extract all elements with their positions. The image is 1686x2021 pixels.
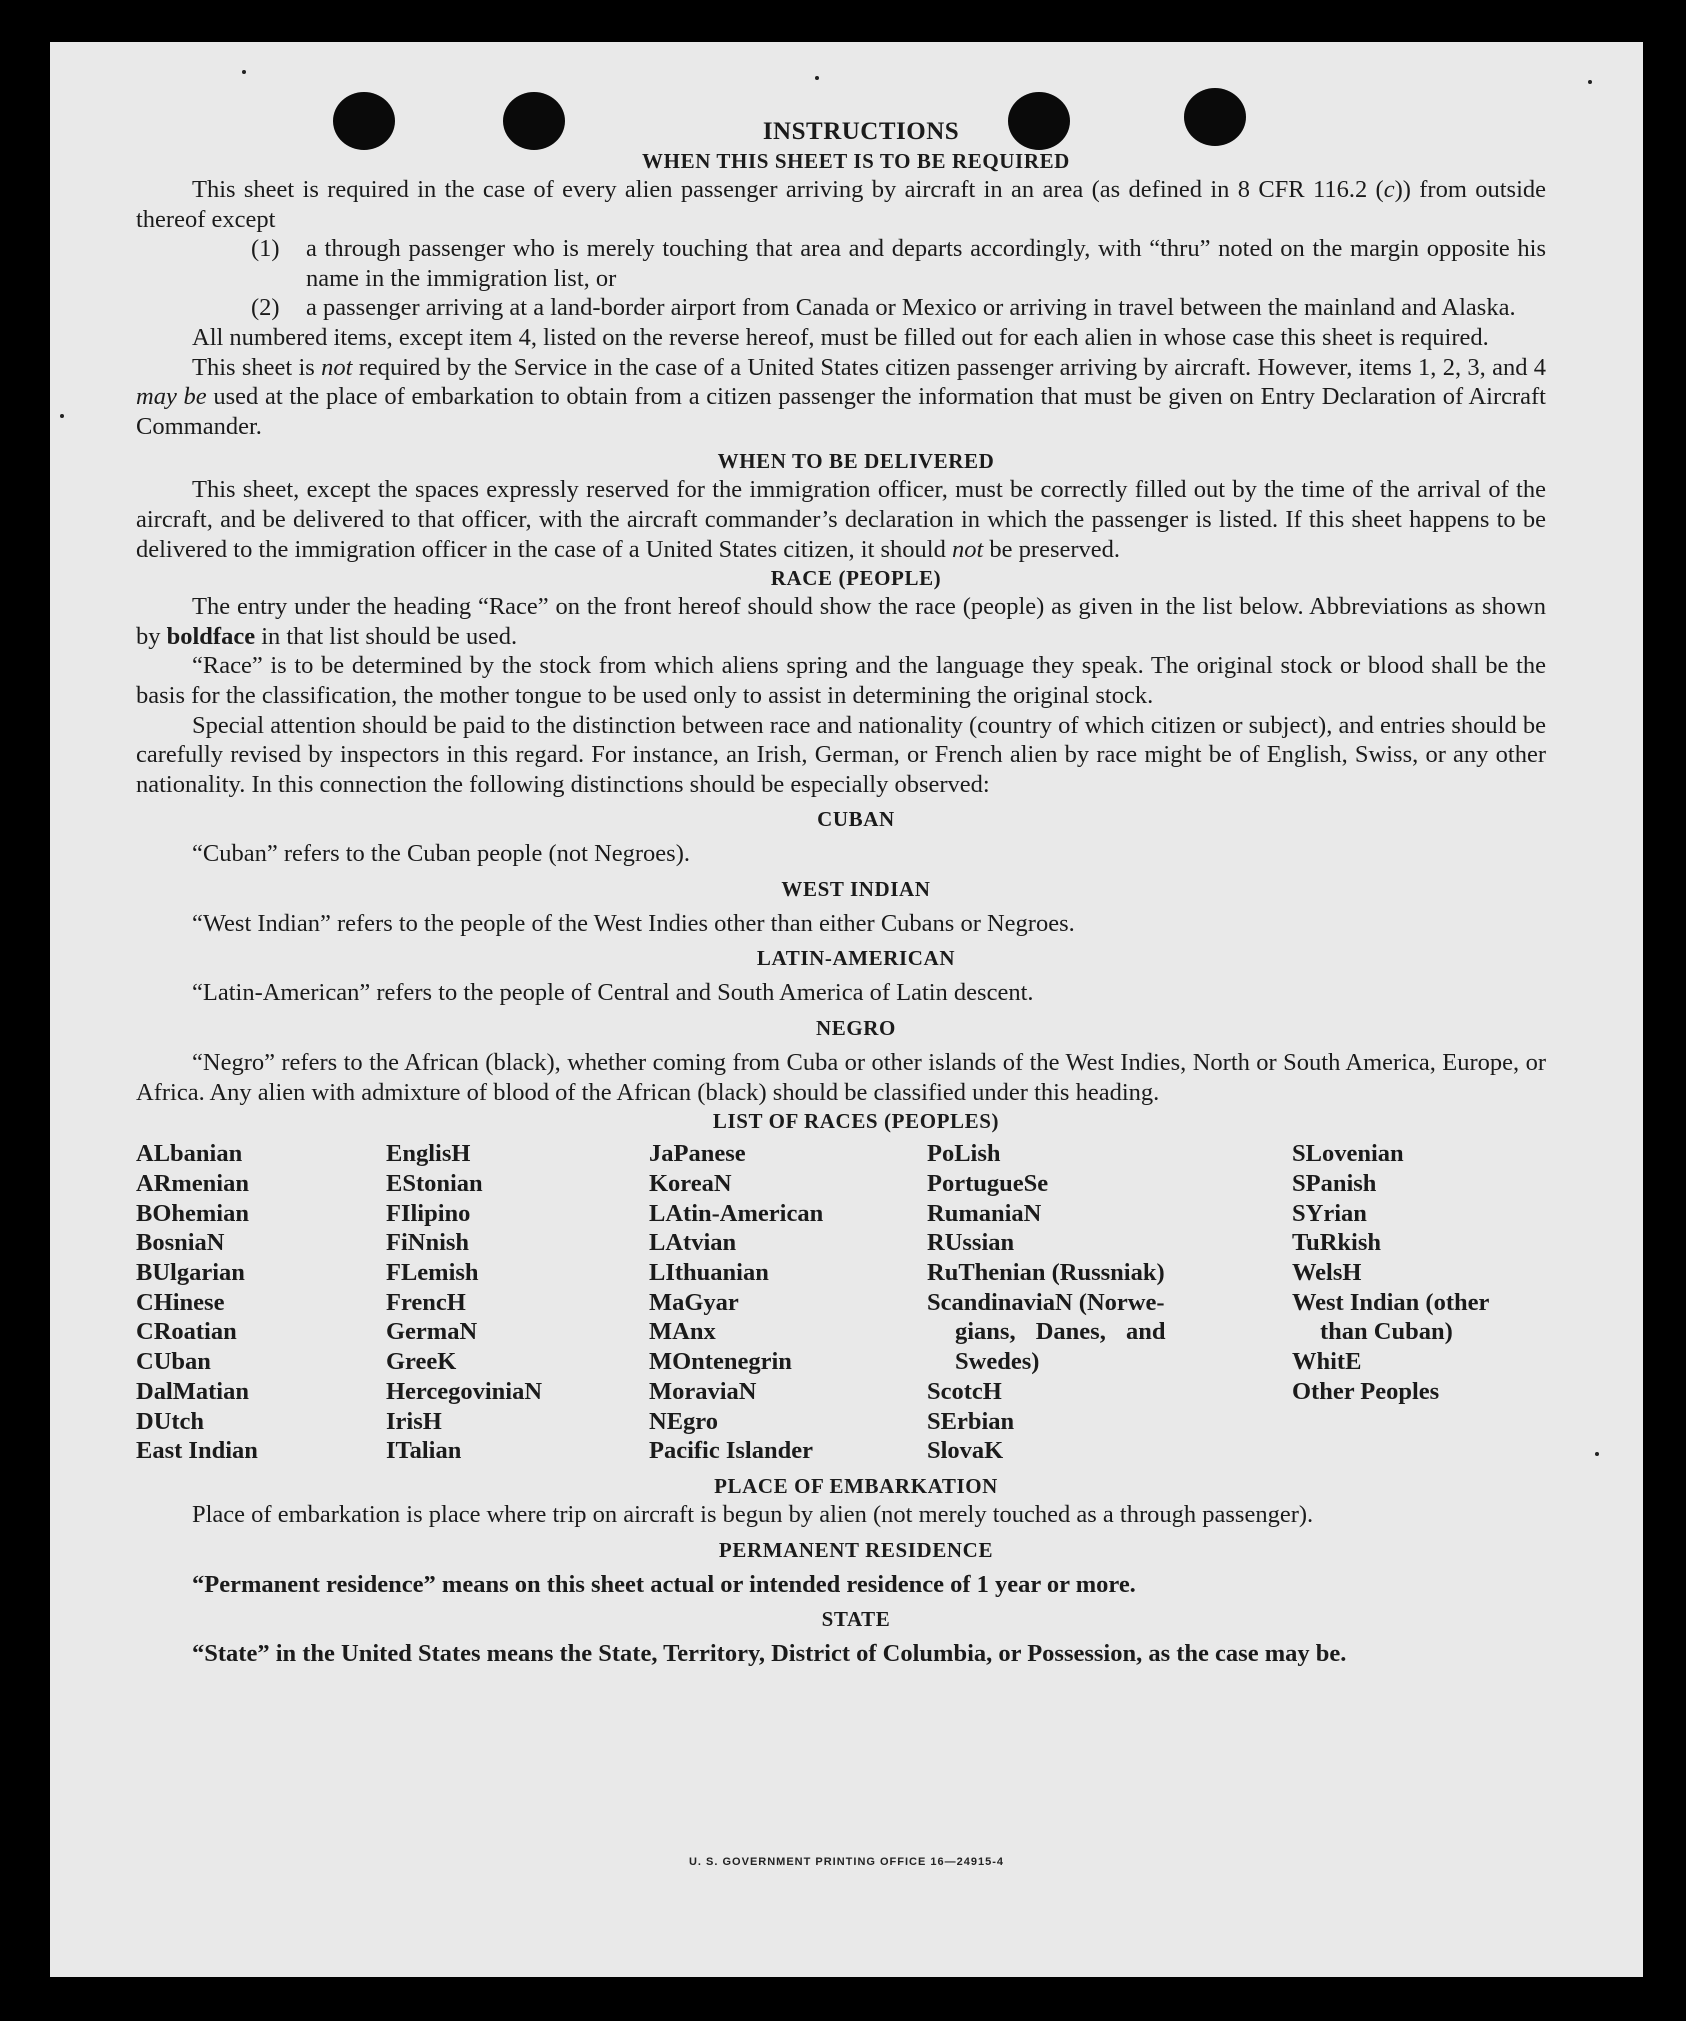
race-entry: BOhemian: [136, 1199, 249, 1227]
race-entry: JaPanese: [649, 1140, 746, 1168]
paper-speck: [242, 70, 246, 74]
race-entry: IrisH: [386, 1407, 442, 1435]
embarkation-definition: Place of embarkation is place where trip on aircraft is begun by alien (not merely touched as a through passenger).: [192, 1500, 1314, 1528]
race-entry: FiNnish: [386, 1229, 470, 1257]
heading-race: RACE (PEOPLE): [770, 566, 942, 591]
heading-west-indian: WEST INDIAN: [781, 876, 931, 901]
race-entry: EnglisH: [386, 1140, 471, 1168]
race-paragraph-1: The entry under the heading “Race” on the front hereof should show the race (people) as given in the list below. Abbreviations as shown by boldface in that list should be used.: [136, 593, 1546, 650]
race-entry: MOntenegrin: [649, 1348, 792, 1376]
races-column: [386, 1139, 649, 1466]
races-column: [136, 1139, 386, 1466]
race-entry: Pacific Islander: [649, 1437, 813, 1465]
numbered-items-paragraph: All numbered items, except item 4, listed on the reverse hereof, must be filled out for each alien in whose case this sheet is required.: [192, 323, 1489, 351]
race-entry: BosniaN: [136, 1229, 225, 1257]
race-entry: WelsH: [1292, 1259, 1362, 1287]
printer-imprint: U. S. GOVERNMENT PRINTING OFFICE 16—24915-4: [688, 1856, 1004, 1868]
race-entry: CUban: [136, 1348, 211, 1376]
citizen-paragraph: This sheet is not required by the Service in the case of a United States citizen passenger arriving by aircraft. However, items 1, 2, 3, and 4 may be used at the place of embarkation to obtain from a citizen passenger the information that must be given on Entry Declaration of Aircraft Commander.: [136, 353, 1546, 440]
west-indian-definition: “West Indian” refers to the people of the West Indies other than either Cubans or Negroes.: [192, 909, 1075, 937]
races-column: [649, 1139, 927, 1466]
race-paragraph-2: “Race” is to be determined by the stock from which aliens spring and the language they speak. The original stock or blood shall be the basis for the classification, the mother tongue to be used only to assist in determining the original stock.: [136, 652, 1546, 709]
race-entry: SLovenian: [1292, 1140, 1404, 1168]
race-entry: ITalian: [386, 1437, 462, 1465]
race-paragraph-3: Special attention should be paid to the distinction between race and nationality (country of which citizen or subject), and entries should be carefully revised by inspectors in this regard. For instance, an Irish, German, or French alien by race might be of English, Swiss, or any other nationality. In this connection the following distinctions should be especially observed:: [136, 711, 1546, 798]
heading-permanent-residence: PERMANENT RESIDENCE: [718, 1537, 994, 1562]
races-column: [927, 1139, 1292, 1466]
race-entry: RUssian: [927, 1229, 1015, 1257]
race-entry: RumaniaN: [927, 1199, 1042, 1227]
race-entry: CRoatian: [136, 1318, 237, 1346]
race-entry: MaGyar: [649, 1288, 739, 1316]
race-entry: GreeK: [386, 1348, 457, 1376]
race-entry: FIlipino: [386, 1199, 471, 1227]
race-entry: ALbanian: [136, 1140, 243, 1168]
heading-negro: NEGRO: [815, 1016, 896, 1041]
cuban-definition: “Cuban” refers to the Cuban people (not Negroes).: [192, 840, 690, 868]
document-sheet: [50, 42, 1643, 1977]
race-entry: LIthuanian: [649, 1259, 769, 1287]
race-entry: than Cuban): [1320, 1318, 1453, 1346]
heading-embarkation: PLACE OF EMBARKATION: [714, 1473, 998, 1498]
race-entry: CHinese: [136, 1288, 225, 1316]
race-entry: ARmenian: [136, 1169, 249, 1197]
paper-speck: [1588, 80, 1592, 84]
race-entry: MAnx: [649, 1318, 716, 1346]
race-entry: DUtch: [136, 1407, 205, 1435]
race-entry: KoreaN: [649, 1169, 732, 1197]
race-entry: BUlgarian: [136, 1259, 245, 1287]
list-item: (2) a passenger arriving at a land-border airport from Canada or Mexico or arriving in travel between the mainland and Alaska.: [251, 294, 1516, 322]
race-entry: Other Peoples: [1292, 1377, 1440, 1405]
latin-american-definition: “Latin-American” refers to the people of Central and South America of Latin descent.: [192, 979, 1034, 1007]
list-item: (1) a through passenger who is merely touching that area and departs accordingly, with “thru” noted on the margin opposite his name in the immigration list, or: [251, 235, 1546, 292]
race-entry: LAtin-American: [649, 1199, 824, 1227]
race-entry: DalMatian: [136, 1377, 249, 1405]
race-entry: Swedes): [955, 1348, 1040, 1376]
race-entry: TuRkish: [1292, 1229, 1382, 1257]
race-entry: ScotcH: [927, 1377, 1002, 1405]
race-entry: SYrian: [1292, 1199, 1367, 1227]
required-intro: This sheet is required in the case of every alien passenger arriving by aircraft in an area (as defined in 8 CFR 116.2 (c)) from outside thereof except: [136, 176, 1546, 233]
heading-state: STATE: [821, 1607, 891, 1632]
race-entry: PoLish: [927, 1140, 1001, 1168]
paper-speck: [815, 76, 819, 80]
race-entry: West Indian (other: [1292, 1288, 1490, 1316]
race-entry: ScandinaviaN (Norwe-: [927, 1288, 1165, 1316]
race-entry: East Indian: [136, 1437, 258, 1465]
race-entry: HercegoviniaN: [386, 1377, 543, 1405]
race-entry: EStonian: [386, 1169, 483, 1197]
race-entry: RuThenian (Russniak): [927, 1259, 1165, 1287]
heading-list-of-races: LIST OF RACES (PEOPLES): [712, 1109, 1000, 1134]
race-entry: GermaN: [386, 1318, 478, 1346]
race-entry: gians, Danes, and: [955, 1318, 1166, 1346]
paper-speck: [60, 414, 64, 418]
race-entry: SPanish: [1292, 1169, 1377, 1197]
heading-cuban: CUBAN: [817, 807, 895, 832]
race-entry: MoraviaN: [649, 1377, 757, 1405]
heading-when-delivered: WHEN TO BE DELIVERED: [717, 449, 995, 474]
exception-list: [136, 234, 1546, 323]
negro-definition: “Negro” refers to the African (black), whether coming from Cuba or other islands of the West Indies, North or South America, Europe, or Africa. Any alien with admixture of blood of the African (black) should be classified under this heading.: [136, 1049, 1546, 1106]
race-entry: NEgro: [649, 1407, 718, 1435]
instructions-body: [136, 117, 1546, 1669]
residence-definition: “Permanent residence” means on this sheet actual or intended residence of 1 year or more.: [192, 1570, 1136, 1598]
page-title: INSTRUCTIONS: [762, 118, 960, 145]
state-definition: “State” in the United States means the State, Territory, District of Columbia, or Possession, as the case may be.: [192, 1640, 1347, 1668]
race-entry: FrencH: [386, 1288, 466, 1316]
race-entry: FLemish: [386, 1259, 479, 1287]
race-entry: SErbian: [927, 1407, 1015, 1435]
races-column: [1292, 1139, 1546, 1466]
paper-speck: [1595, 1452, 1599, 1456]
heading-when-required: WHEN THIS SHEET IS TO BE REQUIRED: [642, 149, 1070, 173]
race-entry: WhitE: [1292, 1348, 1362, 1376]
delivery-paragraph: This sheet, except the spaces expressly reserved for the immigration officer, must be correctly filled out by the time of the arrival of the aircraft, and be delivered to that officer, with the aircraft commander’s declaration in which the passenger is listed. If this sheet happens to be delivered to the immigration officer in the case of a United States citizen, it should not be preserved.: [136, 476, 1546, 563]
race-entry: SlovaK: [927, 1437, 1004, 1465]
heading-latin-american: LATIN-AMERICAN: [756, 946, 956, 971]
races-list: [136, 1139, 1546, 1466]
race-entry: LAtvian: [649, 1229, 737, 1257]
race-entry: PortugueSe: [927, 1169, 1049, 1197]
